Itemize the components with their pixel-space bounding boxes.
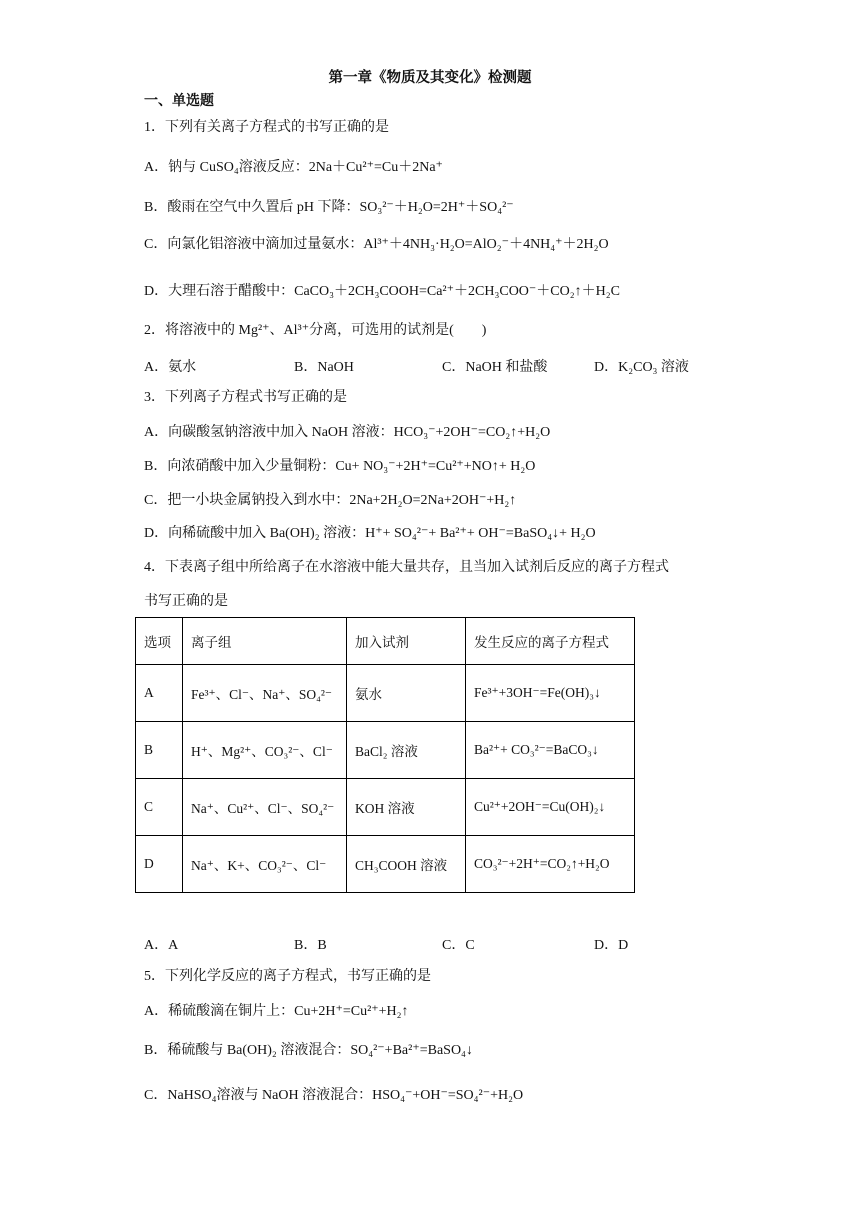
table-cell: D — [136, 836, 183, 893]
question-1-option-b: B．酸雨在空气中久置后 pH 下降：SO₃²⁻＋H₂O=2H⁺＋SO₄²⁻ — [144, 200, 514, 215]
table-cell: BaCl₂ 溶液 — [347, 722, 466, 779]
question-3-option-c: C．把一小块金属钠投入到水中：2Na+2H₂O=2Na+2OH⁻+H₂↑ — [144, 493, 517, 508]
table-cell: KOH 溶液 — [347, 779, 466, 836]
question-3-option-d: D．向稀硫酸中加入 Ba(OH)₂ 溶液：H⁺+ SO₄²⁻+ Ba²⁺+ OH⁻=BaSO₄↓+ H₂O — [144, 526, 596, 541]
question-1-option-d: D．大理石溶于醋酸中：CaCO₃＋2CH₃COOH=Ca²⁺＋2CH₃COO⁻＋CO₂↑＋H₂C — [144, 284, 620, 299]
question-4-option-d: D．D — [594, 938, 629, 953]
table-cell: CH₃COOH 溶液 — [347, 836, 466, 893]
question-5-option-a: A．稀硫酸滴在铜片上：Cu+2H⁺=Cu²⁺+H₂↑ — [144, 1004, 409, 1019]
table-cell: H⁺、Mg²⁺、CO₃²⁻、Cl⁻ — [183, 722, 347, 779]
question-2-option-b: B．NaOH — [294, 360, 354, 375]
table-cell: Na⁺、K+、CO₃²⁻、Cl⁻ — [183, 836, 347, 893]
table-row — [136, 722, 635, 779]
question-1-option-a: A．钠与 CuSO₄溶液反应：2Na＋Cu²⁺=Cu＋2Na⁺ — [144, 160, 443, 175]
table-cell: Fe³⁺+3OH⁻=Fe(OH)₃↓ — [466, 665, 635, 722]
table-row — [136, 836, 635, 893]
question-2-option-d: D．K₂CO₃ 溶液 — [594, 360, 689, 375]
question-2-stem: 2．将溶液中的 Mg²⁺、Al³⁺分离，可选用的试剂是( ) — [144, 323, 487, 338]
question-3-stem: 3．下列离子方程式书写正确的是 — [144, 390, 347, 405]
table-row — [136, 665, 635, 722]
table-cell: C — [136, 779, 183, 836]
table-header-row — [136, 618, 635, 665]
table-header-cell: 离子组 — [183, 618, 347, 665]
table-cell: Ba²⁺+ CO₃²⁻=BaCO₃↓ — [466, 722, 635, 779]
question-2-option-c: C．NaOH 和盐酸 — [442, 360, 548, 375]
question-1-stem: 1．下列有关离子方程式的书写正确的是 — [144, 120, 389, 135]
ion-table — [135, 617, 635, 893]
document-title: 第一章《物质及其变化》检测题 — [328, 70, 532, 86]
question-3-option-b: B．向浓硝酸中加入少量铜粉：Cu+ NO₃⁻+2H⁺=Cu²⁺+NO↑+ H₂O — [144, 459, 536, 474]
question-4-stem-line-2: 书写正确的是 — [144, 594, 228, 609]
question-4-option-b: B．B — [294, 938, 327, 953]
table-cell: Cu²⁺+2OH⁻=Cu(OH)₂↓ — [466, 779, 635, 836]
table-cell: CO₃²⁻+2H⁺=CO₂↑+H₂O — [466, 836, 635, 893]
table-header-cell: 选项 — [136, 618, 183, 665]
table-row — [136, 779, 635, 836]
question-3-option-a: A．向碳酸氢钠溶液中加入 NaOH 溶液：HCO₃⁻+2OH⁻=CO₂↑+H₂O — [144, 425, 551, 440]
table-cell: 氨水 — [347, 665, 466, 722]
question-4-option-c: C．C — [442, 938, 475, 953]
table-cell: Na⁺、Cu²⁺、Cl⁻、SO₄²⁻ — [183, 779, 347, 836]
section-heading: 一、单选题 — [144, 94, 214, 109]
question-1-option-c: C．向氯化铝溶液中滴加过量氨水：Al³⁺＋4NH₃·H₂O=AlO₂⁻＋4NH₄⁺＋2H₂O — [144, 237, 609, 252]
table-cell: Fe³⁺、Cl⁻、Na⁺、SO₄²⁻ — [183, 665, 347, 722]
question-5-stem: 5．下列化学反应的离子方程式，书写正确的是 — [144, 969, 431, 984]
question-5-option-b: B．稀硫酸与 Ba(OH)₂ 溶液混合：SO₄²⁻+Ba²⁺=BaSO₄↓ — [144, 1043, 473, 1058]
question-4-option-a: A．A — [144, 938, 179, 953]
table-header-cell: 加入试剂 — [347, 618, 466, 665]
table-header-cell: 发生反应的离子方程式 — [466, 618, 635, 665]
table-cell: A — [136, 665, 183, 722]
question-2-option-a: A．氨水 — [144, 360, 197, 375]
table-cell: B — [136, 722, 183, 779]
question-4-stem-line-1: 4．下表离子组中所给离子在水溶液中能大量共存，且当加入试剂后反应的离子方程式 — [144, 560, 669, 575]
question-5-option-c: C．NaHSO₄溶液与 NaOH 溶液混合：HSO₄⁻+OH⁻=SO₄²⁻+H₂O — [144, 1088, 524, 1103]
